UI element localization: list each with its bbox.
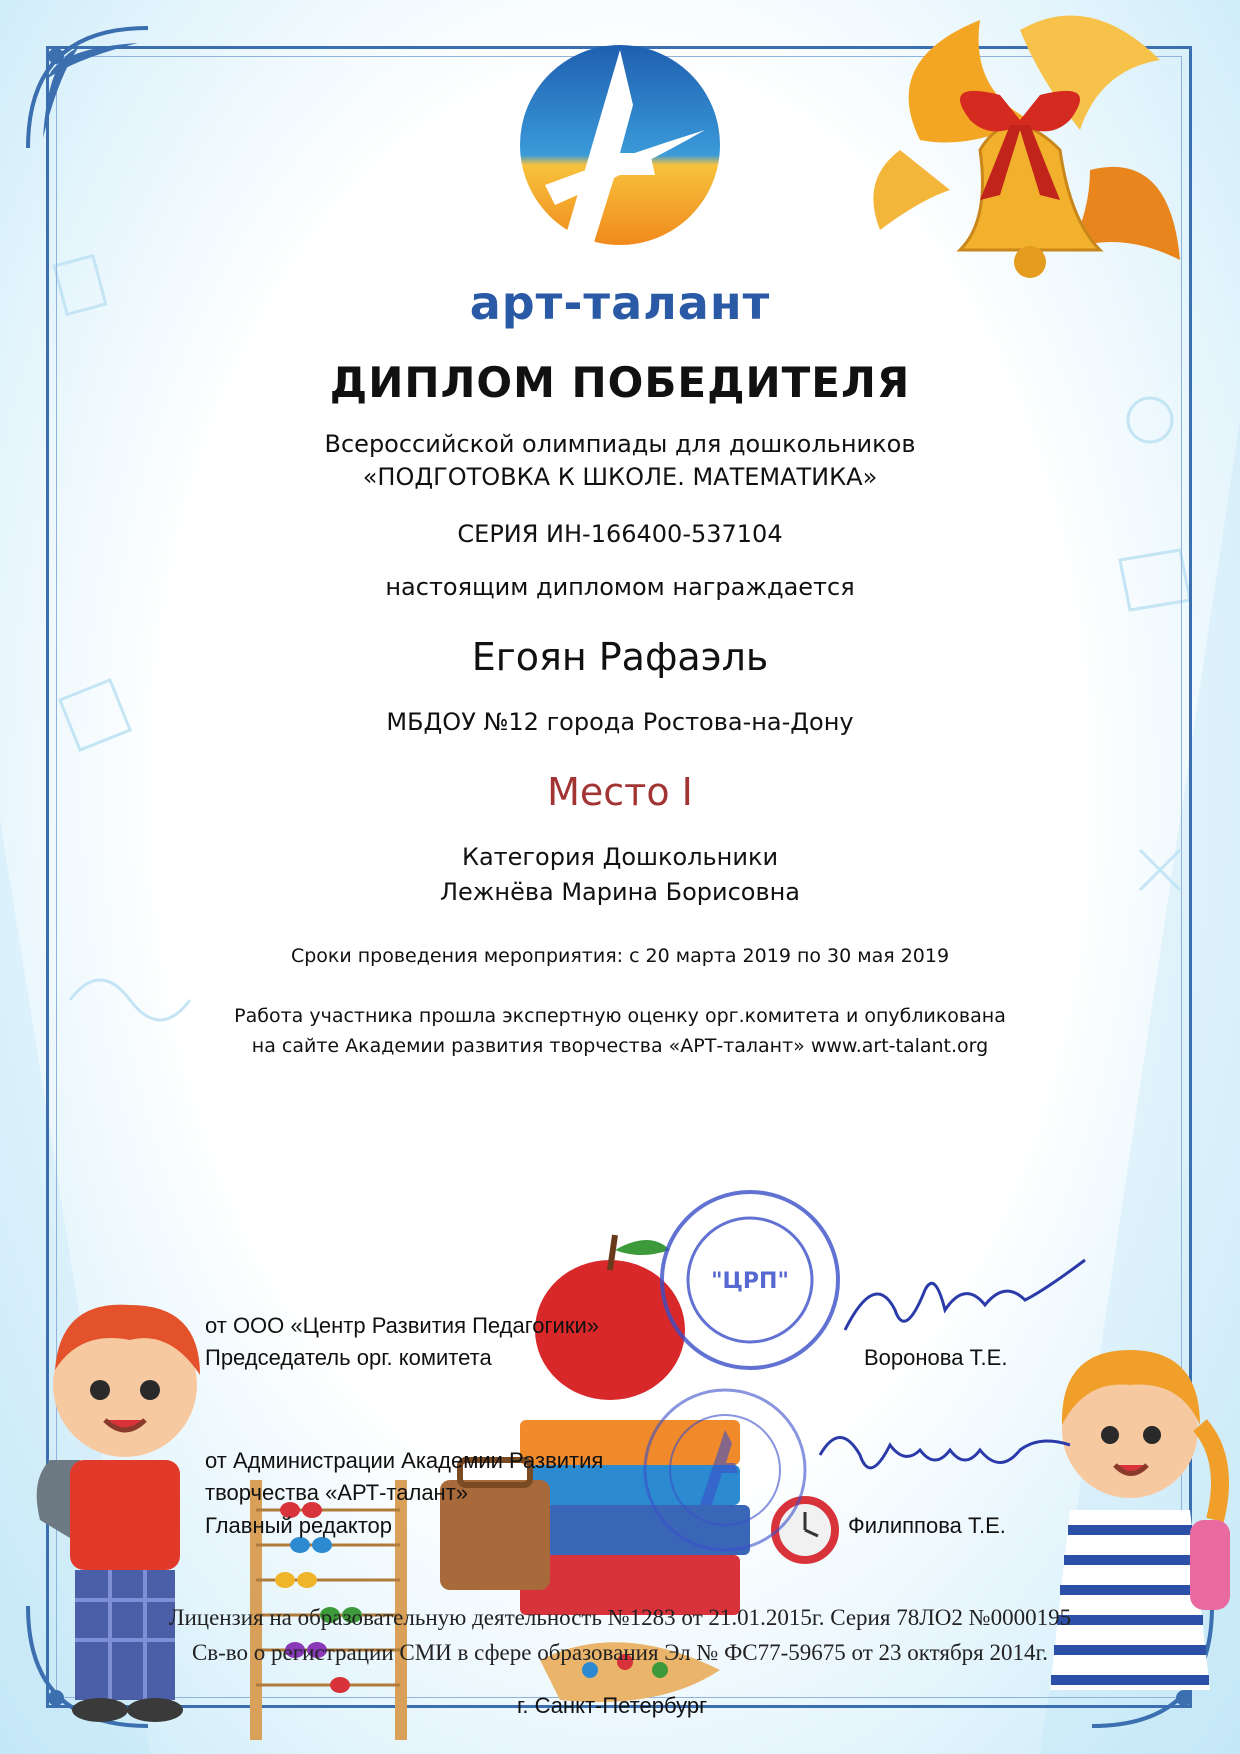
category: Категория Дошкольники bbox=[461, 843, 779, 871]
bell-leaves-decoration bbox=[860, 0, 1190, 320]
city: г. Санкт-Петербург bbox=[517, 1693, 708, 1718]
note-line-2: на сайте Академии развития творчества «АРТ-талант» www.art-talant.org bbox=[251, 1035, 989, 1057]
license-line: Лицензия на образовательную деятельность №1283 от 21.01.2015г. Серия 78ЛО2 №0000195 bbox=[168, 1605, 1072, 1630]
supervisor-name: Лежнёва Марина Борисовна bbox=[439, 878, 801, 906]
signature-filippova bbox=[810, 1415, 1080, 1505]
recipient-name: Егоян Рафаэль bbox=[471, 635, 769, 679]
signature-voronova bbox=[835, 1250, 1095, 1360]
event-dates: Сроки проведения мероприятия: с 20 марта 2019 по 30 мая 2019 bbox=[290, 945, 950, 967]
girl-illustration bbox=[1030, 1330, 1240, 1750]
signatory-2-org-line-2: творчества «АРТ-талант» bbox=[205, 1480, 469, 1505]
logo-brand-text: арт-талант bbox=[469, 276, 771, 330]
organization: МБДОУ №12 города Ростова-на-Дону bbox=[386, 708, 854, 736]
art-talant-stamp bbox=[640, 1385, 810, 1555]
awarded-text: настоящим дипломом награждается bbox=[385, 573, 855, 601]
stamp-text: "ЦРП" bbox=[711, 1269, 789, 1294]
event-line-1: Всероссийской олимпиады для дошкольников bbox=[324, 430, 916, 458]
diploma-title: ДИПЛОМ ПОБЕДИТЕЛЯ bbox=[329, 358, 911, 407]
art-talant-logo bbox=[515, 35, 725, 265]
signatory-2-org-line-1: от Администрации Академии Развития bbox=[205, 1448, 604, 1473]
registration-line: Св-во о регистрации СМИ в сфере образования Эл № ФС77-59675 от 23 октября 2014г. bbox=[191, 1640, 1049, 1665]
signatory-1-org: от ООО «Центр Развития Педагогики» bbox=[205, 1313, 599, 1338]
corner-ornament-top-left bbox=[18, 18, 158, 158]
signatory-2-role: Главный редактор bbox=[205, 1513, 393, 1538]
signatory-1-role: Председатель орг. комитета bbox=[205, 1345, 492, 1370]
event-line-2: «ПОДГОТОВКА К ШКОЛЕ. МАТЕМАТИКА» bbox=[362, 463, 878, 491]
signatory-1-name: Воронова Т.Е. bbox=[864, 1345, 1008, 1370]
crp-stamp bbox=[655, 1185, 845, 1375]
series-number: СЕРИЯ ИН-166400-537104 bbox=[457, 520, 783, 548]
signatory-2-name: Филиппова Т.Е. bbox=[848, 1513, 1006, 1538]
note-line-1: Работа участника прошла экспертную оценку орг.комитета и опубликована bbox=[234, 1005, 1006, 1027]
place: Место I bbox=[547, 770, 693, 814]
